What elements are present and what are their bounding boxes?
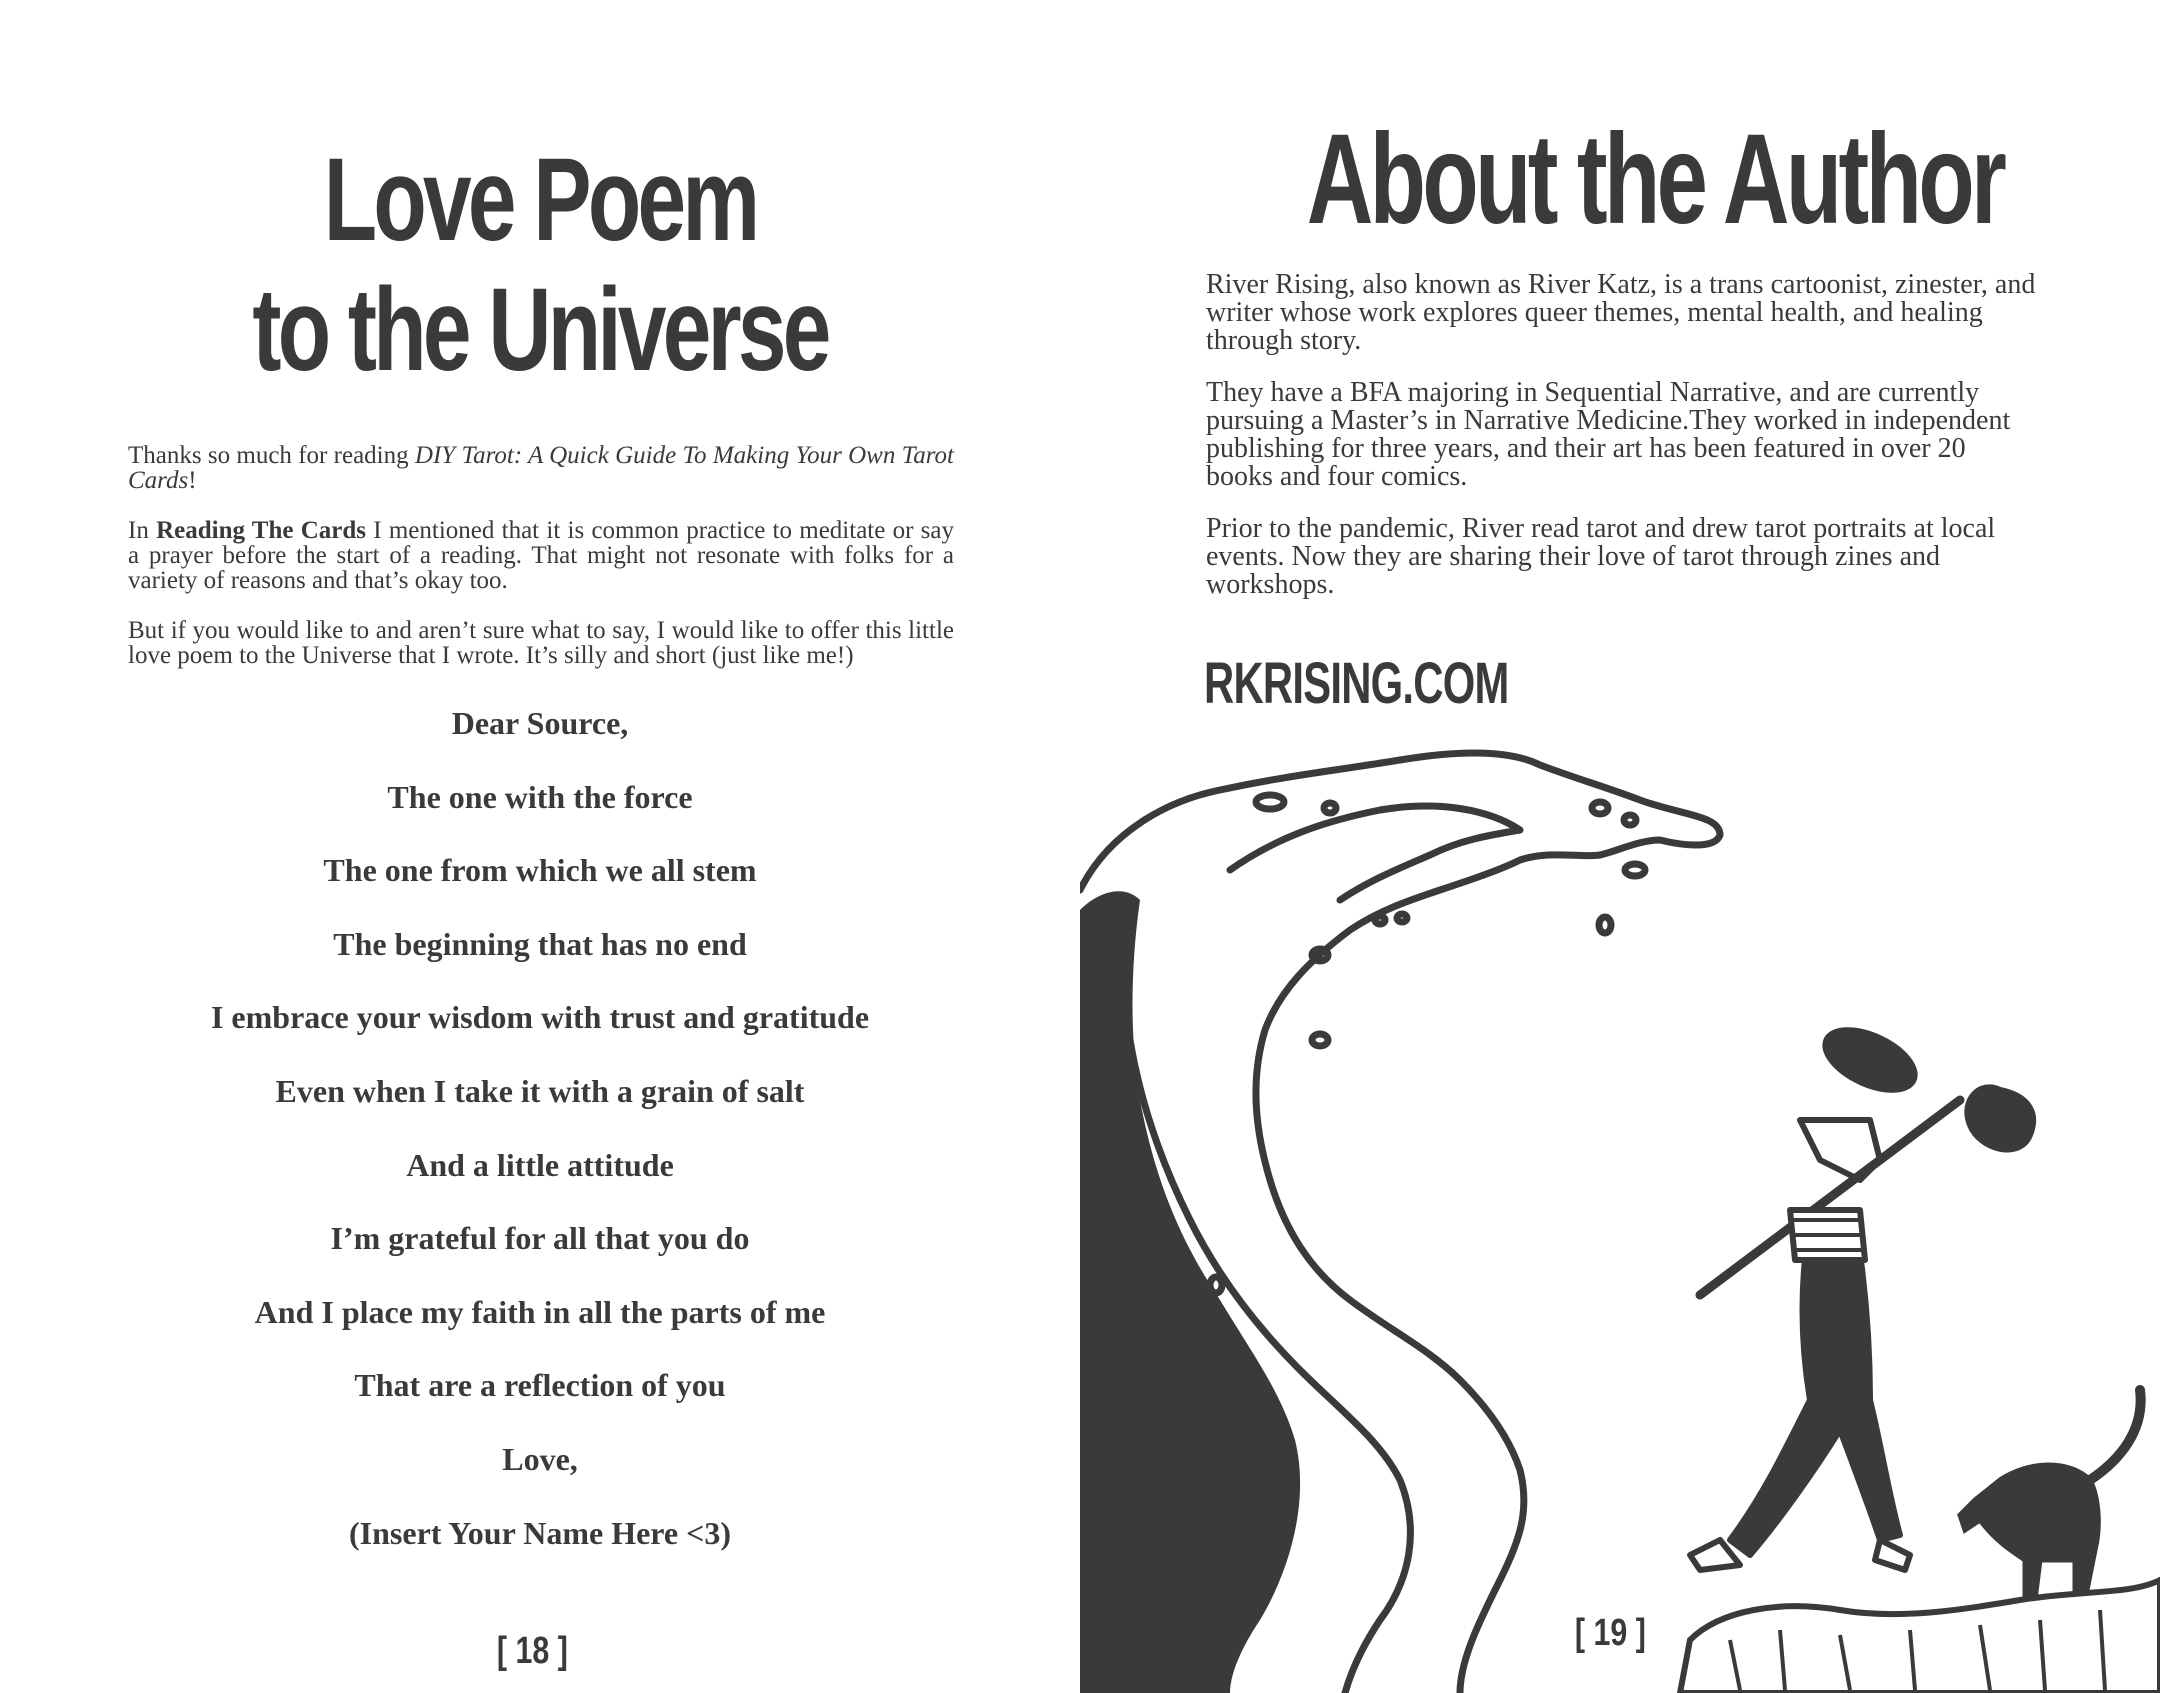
intro-text-span: I mentioned that it is common practice to meditate or say a prayer before the start of a reading. That might not resonate with folks for a variety of reasons and that’s okay too. <box>128 517 954 594</box>
poem-line: Love, <box>502 1440 578 1477</box>
section-reference: Reading The Cards <box>156 517 367 544</box>
poem-line: The beginning that has no end <box>333 925 747 962</box>
bio-paragraph: Prior to the pandemic, River read tarot and drew tarot portraits at local events. Now they are sharing their love of tarot through zines and workshops. <box>1206 513 1996 600</box>
page-number-right: [ 19 ] <box>1574 1612 1646 1654</box>
poem-line: The one from which we all stem <box>323 852 757 889</box>
intro-paragraph <box>128 443 954 493</box>
poem-line: I embrace your wisdom with trust and gratitude <box>210 999 870 1036</box>
poem-line: I’m grateful for all that you do <box>330 1220 750 1257</box>
intro-text-span: ! <box>188 467 197 494</box>
bio-paragraph: River Rising, also known as River Katz, is a trans cartoonist, zinester, and writer whose work explores queer themes, mental health, and healing through story. <box>1206 269 2036 356</box>
bio-paragraph: They have a BFA majoring in Sequential Narrative, and are currently pursuing a Master’s in Narrative Medicine.They worked in independent publishing for three years, and their art has been featured in over 20 books and four comics. <box>1206 377 2011 492</box>
poem-line: That are a reflection of you <box>354 1367 726 1404</box>
about-author-title <box>1080 110 2160 250</box>
title-line: to the Universe <box>252 264 828 396</box>
poem-line: And a little attitude <box>406 1146 674 1183</box>
poem-line: Dear Source, <box>451 705 629 741</box>
love-poem <box>0 698 1080 1581</box>
intro-text <box>128 443 954 693</box>
intro-paragraph <box>128 518 954 593</box>
title-line: Love Poem <box>323 134 757 266</box>
intro-text-span: Thanks so much for reading <box>128 442 415 469</box>
poem-line: The one with the force <box>387 778 693 815</box>
author-bio <box>1206 271 2036 623</box>
love-poem-title <box>0 135 1080 395</box>
intro-text-span: In <box>128 517 157 544</box>
poem-line: Even when I take it with a grain of salt <box>275 1072 805 1109</box>
title-line: About the Author <box>1306 108 2004 251</box>
page-number-left: [ 18 ] <box>496 1630 568 1672</box>
book-title: DIY Tarot: A Quick Guide To Making Your Own Tarot Cards <box>128 442 954 494</box>
poem-line: (Insert Your Name Here <3) <box>349 1514 731 1551</box>
poem-line: And I place my faith in all the parts of me <box>254 1293 826 1330</box>
website-link[interactable]: RKRISING.COM <box>1204 651 1509 716</box>
intro-paragraph: But if you would like to and aren’t sure what to say, I would like to offer this little love poem to the Universe that I wrote. It’s silly and short (just like me!) <box>128 617 954 669</box>
wave-illustration <box>1080 740 2160 1693</box>
